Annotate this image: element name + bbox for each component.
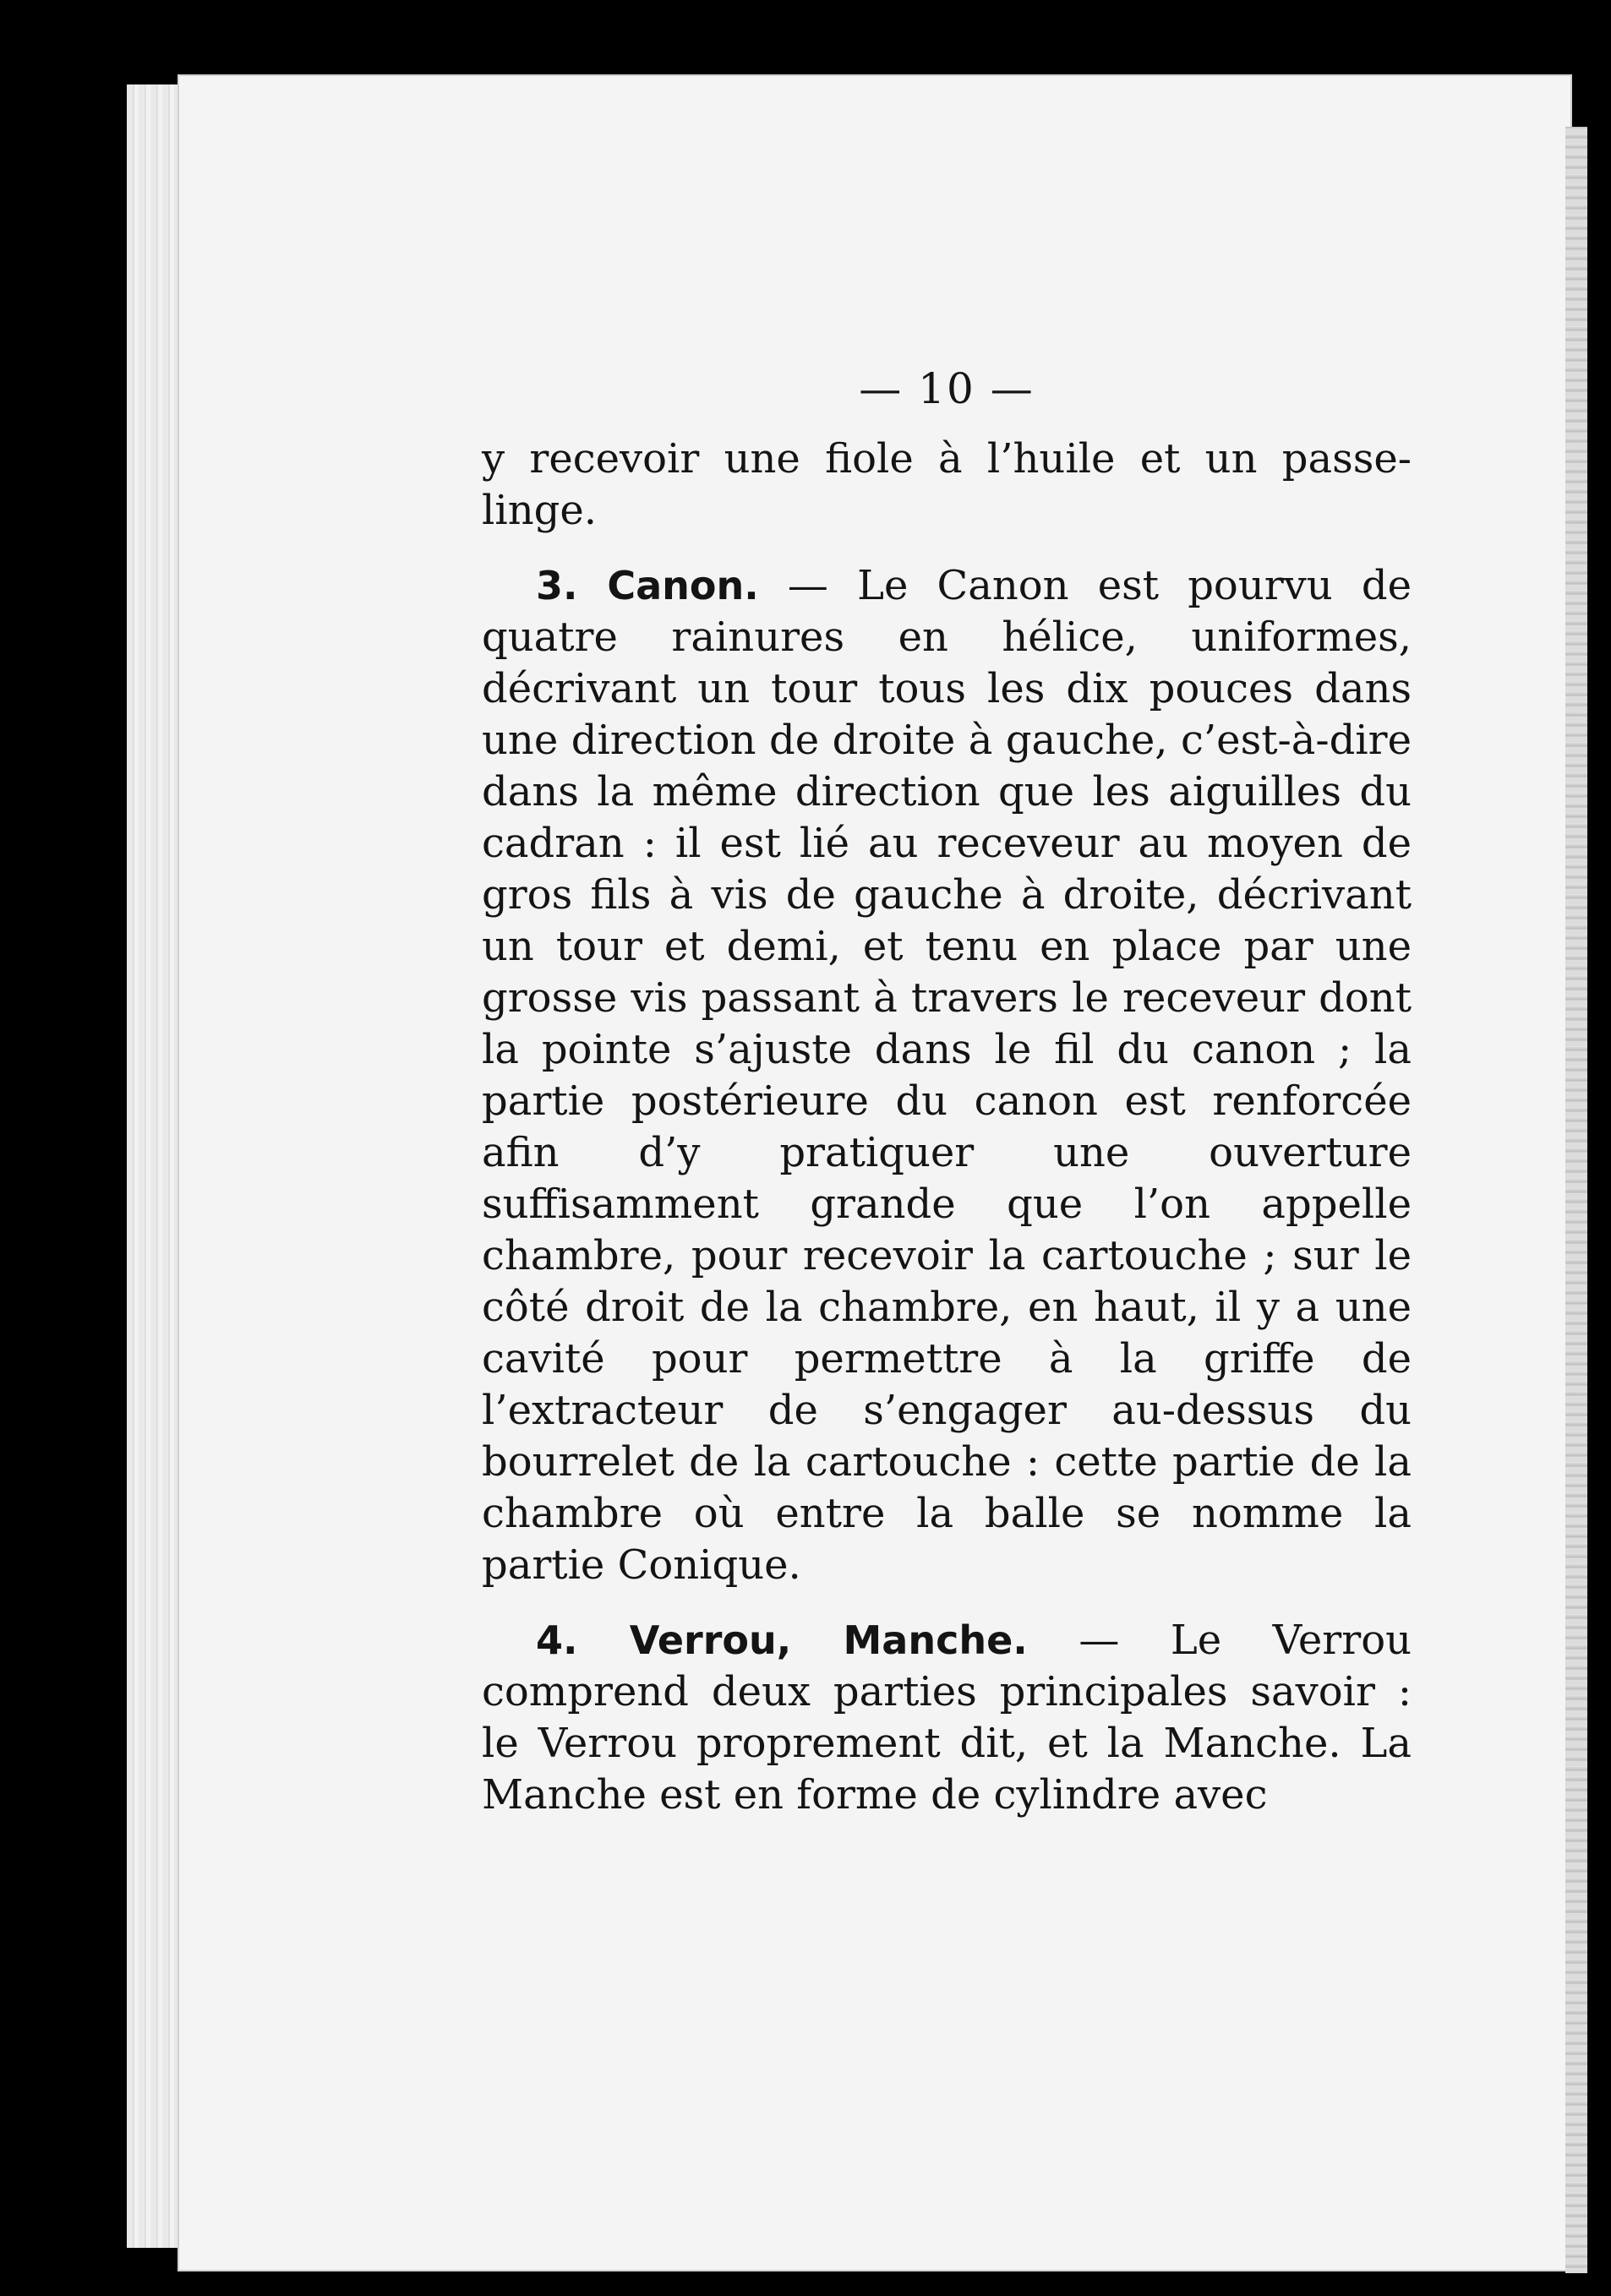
section-verrou	[482, 1615, 1412, 1821]
section-heading-verrou: 4. Verrou, Manche.	[536, 1617, 1028, 1663]
section-heading-canon: 3. Canon.	[536, 563, 759, 608]
paragraph-intro: y recevoir une fiole à l’huile et un passe-linge.	[482, 435, 1412, 534]
section-body-canon: — Le Canon est pourvu de quatre rainures en hélice, uniformes, décrivant un tour tous les dix pouces dans une direction de droite à gauche, c’est-à-dire dans la même direction que les aiguilles du cadran : il est lié au receveur au moyen de gros fils à vis de gauche à droite, décrivant un tour et demi, et tenu en place par une grosse vis passant à travers le receveur dont la pointe s’ajuste dans le fil du canon ; la partie postérieure du canon est renforcée afin d’y pratiquer une ouverture suffisamment grande que l’on appelle chambre, pour recevoir la cartouche ; sur le côté droit de la chambre, en haut, il y a une cavité pour permettre à la griffe de l’extracteur de s’engager au-dessus du bourrelet de la cartouche : cette partie de la chambre où entre la balle se nomme la partie Conique.	[482, 562, 1412, 1589]
page-content	[482, 363, 1412, 1821]
section-canon	[482, 560, 1412, 1591]
page-number: — 10 —	[859, 364, 1035, 413]
section-body-verrou: — Le Verrou comprend deux parties principales savoir : le Verrou proprement dit, et la Manche. La Manche est en forme de cylindre avec	[482, 1617, 1412, 1819]
binding-edge	[1565, 127, 1587, 2273]
